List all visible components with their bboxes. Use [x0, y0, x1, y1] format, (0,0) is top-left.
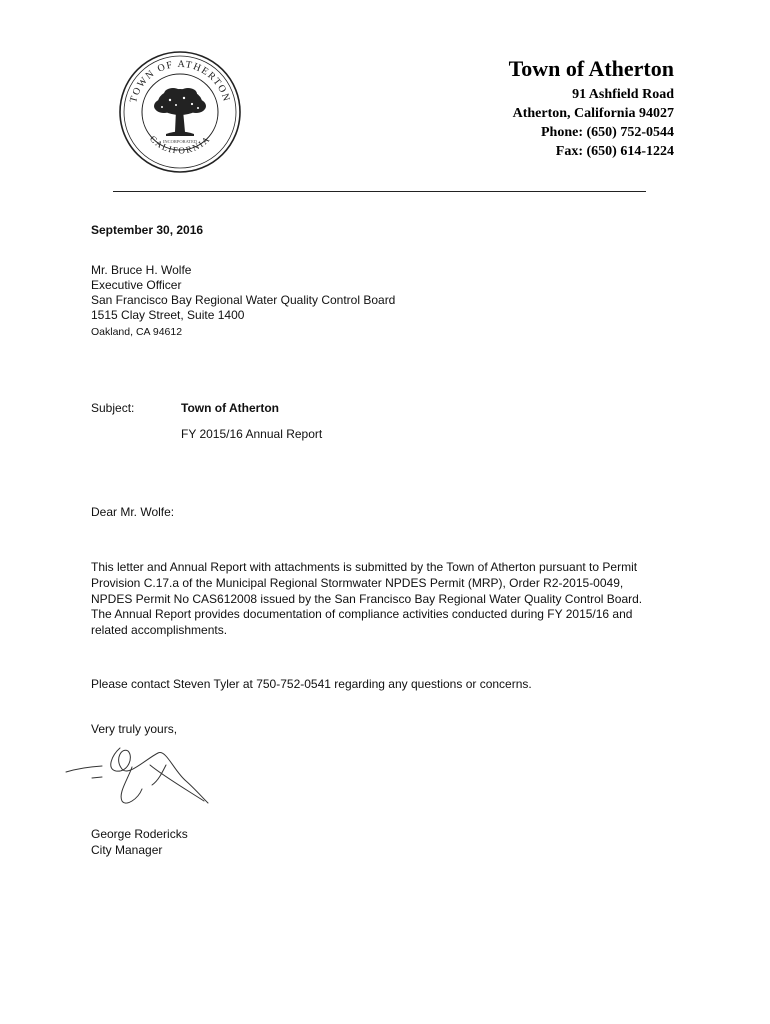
recipient-name: Mr. Bruce H. Wolfe [91, 263, 192, 277]
signer-title: City Manager [91, 842, 163, 857]
subject-label: Subject: [91, 401, 135, 415]
signer-block [91, 827, 188, 858]
letterhead-city: Atherton, California 94027 [512, 106, 674, 121]
subject-line-1: Town of Atherton [181, 401, 279, 415]
recipient-city: Oakland, CA 94612 [91, 326, 183, 338]
salutation: Dear Mr. Wolfe: [91, 505, 175, 519]
recipient-street: 1515 Clay Street, Suite 1400 [91, 308, 245, 322]
svg-text:TOWN OF ATHERTON: TOWN OF ATHERTON [128, 58, 232, 104]
svg-text:INCORPORATED: INCORPORATED [162, 139, 198, 144]
body-line: Provision C.17.a of the Municipal Regional Stormwater NPDES Permit (MRP), Order R2-2015-0049, [91, 575, 624, 590]
handwritten-signature [62, 745, 212, 815]
signer-name: George Rodericks [91, 827, 188, 841]
closing: Very truly yours, [91, 722, 178, 736]
town-seal-logo [118, 50, 242, 174]
subject-line-2: FY 2015/16 Annual Report [181, 427, 323, 441]
recipient-title: Executive Officer [91, 278, 182, 292]
letterhead-fax: Fax: (650) 614-1224 [555, 144, 674, 159]
body-line: This letter and Annual Report with attachments is submitted by the Town of Atherton pursuant to Permit [91, 560, 638, 574]
recipient-address [91, 263, 395, 340]
body-line: The Annual Report provides documentation of compliance activities conducted during FY 2015/16 and [91, 607, 633, 622]
letterhead-town-name: Town of Atherton [508, 56, 674, 81]
letterhead-divider [113, 191, 646, 192]
recipient-organization: San Francisco Bay Regional Water Quality Control Board [91, 293, 396, 307]
contact-paragraph: Please contact Steven Tyler at 750-752-0541 regarding any questions or concerns. [91, 677, 532, 691]
letter-date: September 30, 2016 [91, 223, 204, 237]
svg-text:CALIFORNIA: CALIFORNIA [147, 133, 213, 156]
body-paragraph [91, 560, 681, 639]
body-line: NPDES Permit No CAS612008 issued by the San Francisco Bay Regional Water Quality Control Board. [91, 591, 643, 606]
letterhead-street: 91 Ashfield Road [572, 87, 674, 102]
body-line: related accomplishments. [91, 623, 228, 638]
letterhead [509, 56, 674, 161]
letterhead-phone: Phone: (650) 752-0544 [541, 125, 674, 140]
